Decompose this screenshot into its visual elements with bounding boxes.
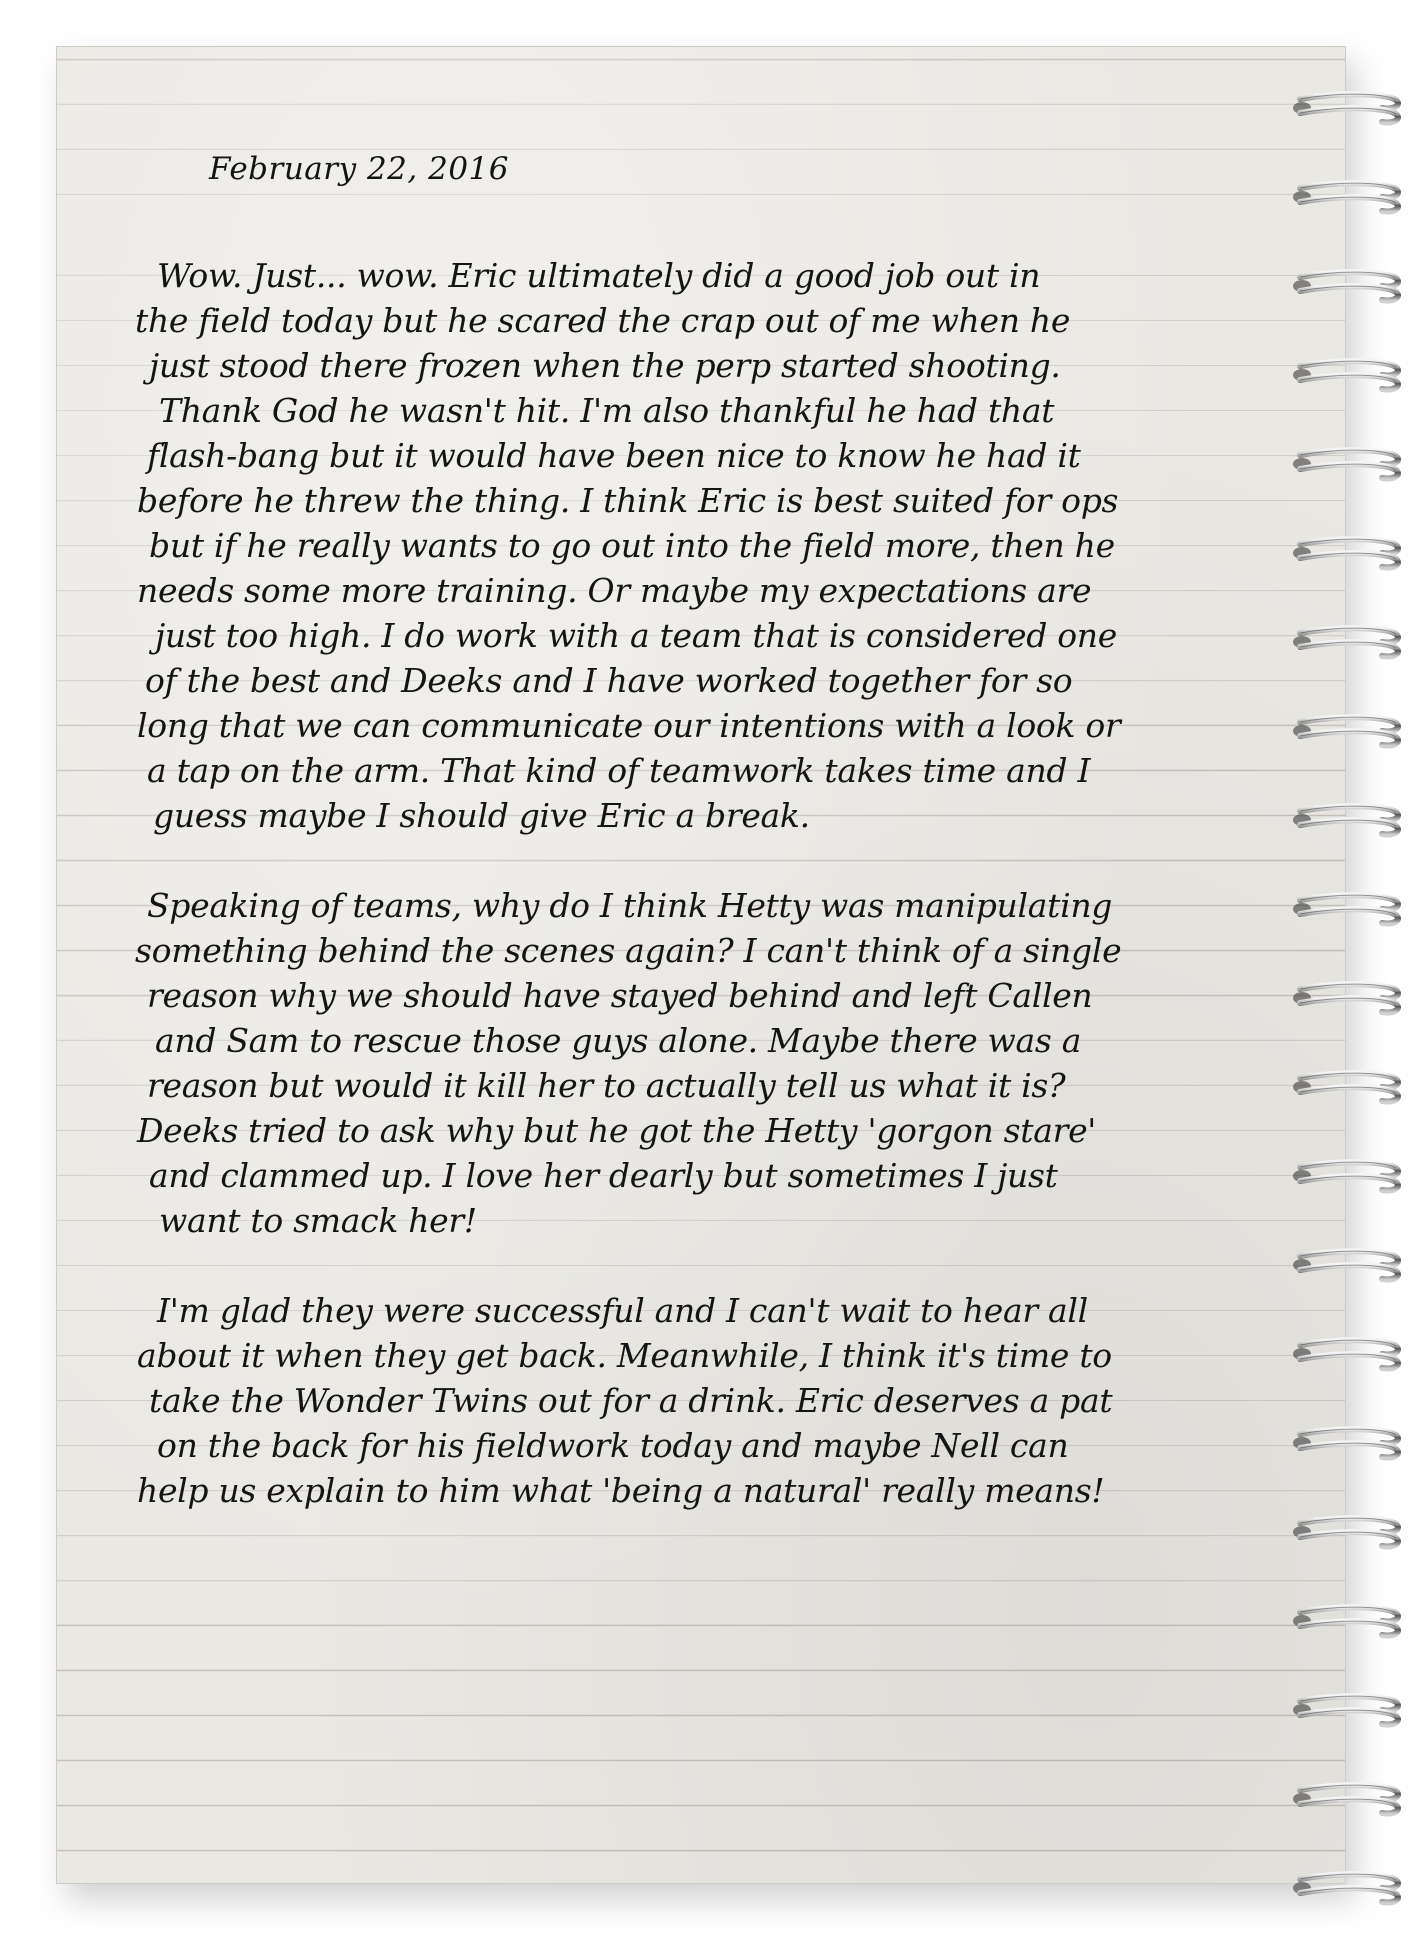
text-line: just too high. I do work with a team that is considered one xyxy=(155,616,1117,655)
spiral-binding-ring-icon xyxy=(1286,1777,1406,1821)
spiral-binding-ring-icon xyxy=(1286,1510,1406,1554)
text-line: on the back for his fieldwork today and maybe Nell can xyxy=(157,1426,1069,1465)
text-line: the field today but he scared the crap out of me when he xyxy=(135,301,1071,340)
text-line: I'm glad they were successful and I can't wait to hear all xyxy=(157,1291,1088,1330)
paragraph-2 xyxy=(135,883,1275,1243)
text-line: just stood there frozen when the perp started shooting. xyxy=(149,346,1061,385)
text-line: about it when they get back. Meanwhile, I think it's time to xyxy=(137,1336,1112,1375)
spiral-binding-ring-icon xyxy=(1286,620,1406,664)
spiral-binding-ring-icon xyxy=(1286,1866,1406,1910)
spiral-binding-ring-icon xyxy=(1286,1154,1406,1198)
text-line: a tap on the arm. That kind of teamwork takes time and I xyxy=(147,751,1091,790)
spiral-binding-ring-icon xyxy=(1286,1688,1406,1732)
entry-date: February 22, 2016 xyxy=(209,151,510,187)
paragraph-3 xyxy=(135,1288,1275,1513)
spiral-binding-ring-icon xyxy=(1286,887,1406,931)
text-line: Wow. Just... wow. Eric ultimately did a good job out in xyxy=(157,256,1041,295)
text-line: Thank God he wasn't hit. I'm also thankful he had that xyxy=(159,391,1055,430)
text-line: help us explain to him what 'being a natural' really means! xyxy=(137,1471,1105,1510)
spiral-binding-ring-icon xyxy=(1286,1243,1406,1287)
text-line: but if he really wants to go out into the field more, then he xyxy=(149,526,1115,565)
spiral-binding-ring-icon xyxy=(1286,1421,1406,1465)
spiral-binding-ring-icon xyxy=(1286,442,1406,486)
text-line: want to smack her! xyxy=(159,1201,477,1240)
text-line: guess maybe I should give Eric a break. xyxy=(153,796,810,835)
spiral-binding-ring-icon xyxy=(1286,175,1406,219)
spiral-binding-ring-icon xyxy=(1286,264,1406,308)
notebook-page xyxy=(56,46,1346,1884)
spiral-binding xyxy=(1286,86,1406,1866)
text-line: reason but would it kill her to actually tell us what it is? xyxy=(147,1066,1066,1105)
text-line: flash-bang but it would have been nice to know he had it xyxy=(147,436,1081,475)
text-line: Deeks tried to ask why but he got the Hetty 'gorgon stare' xyxy=(137,1111,1097,1150)
spiral-binding-ring-icon xyxy=(1286,798,1406,842)
spiral-binding-ring-icon xyxy=(1286,1065,1406,1109)
spiral-binding-ring-icon xyxy=(1286,531,1406,575)
text-line: before he threw the thing. I think Eric is best suited for ops xyxy=(137,481,1119,520)
spiral-binding-ring-icon xyxy=(1286,709,1406,753)
text-line: and clammed up. I love her dearly but sometimes I just xyxy=(149,1156,1058,1195)
spiral-binding-ring-icon xyxy=(1286,353,1406,397)
text-line: and Sam to rescue those guys alone. Maybe there was a xyxy=(155,1021,1082,1060)
spiral-binding-ring-icon xyxy=(1286,976,1406,1020)
text-line: Speaking of teams, why do I think Hetty was manipulating xyxy=(147,886,1113,925)
text-line: take the Wonder Twins out for a drink. Eric deserves a pat xyxy=(149,1381,1113,1420)
paragraph-1 xyxy=(135,253,1275,838)
text-line: something behind the scenes again? I can't think of a single xyxy=(135,931,1122,970)
spiral-binding-ring-icon xyxy=(1286,1599,1406,1643)
text-line: of the best and Deeks and I have worked together for so xyxy=(145,661,1073,700)
text-line: long that we can communicate our intentions with a look or xyxy=(137,706,1121,745)
journal-entry xyxy=(135,107,1275,1513)
text-line: reason why we should have stayed behind and left Callen xyxy=(147,976,1093,1015)
spiral-binding-ring-icon xyxy=(1286,1332,1406,1376)
text-line: needs some more training. Or maybe my expectations are xyxy=(137,571,1092,610)
spiral-binding-ring-icon xyxy=(1286,86,1406,130)
